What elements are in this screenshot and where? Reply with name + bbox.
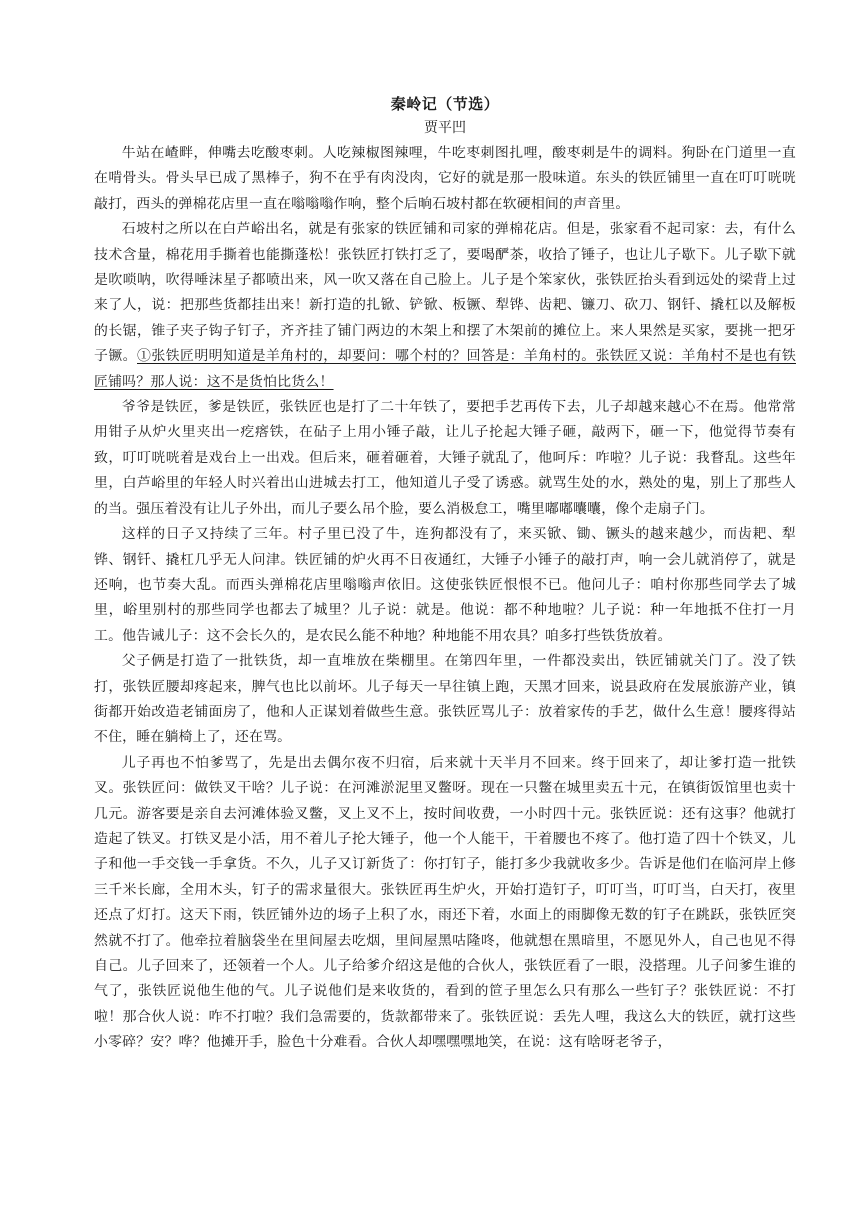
paragraph-1: 牛站在嵖畔，伸嘴去吃酸枣刺。人吃辣椒图辣哩，牛吃枣刺图扎哩，酸枣刺是牛的调料。狗卧在门道里一直在啃骨头。骨头早已成了黑棒子，狗不在乎有肉没肉，它好的就是那一股味道。东头的铁匠铺里一直在叮叮咣咣敲打，西头的弹棉花店里一直在嗡嗡嗡作响，整个后晌石坡村都在软硬相间的声音里。 — [94, 145, 796, 212]
underlined-passage-1: ①张铁匠明明知道是羊角村的，却要问：哪个村的？回答是：羊角村的。张铁匠又说：羊角村不是也有铁匠铺吗？那人说：这不是货怕比货么！ — [94, 348, 796, 390]
paragraph-4: 这样的日子又持续了三年。村子里已没了牛，连狗都没有了，来买锨、锄、镢头的越来越少，而齿耙、犁铧、钢钎、撬杠几乎无人问津。铁匠铺的炉火再不日夜通红，大锤子小锤子的敲打声，响一会儿就消停了，就是还响，也节奏大乱。而西头弹棉花店里嗡嗡声依旧。这使张铁匠恨恨不已。他问儿子：咱村你那些同学去了城里，峪里别村的那些同学也都去了城里？儿子说：就是。他说：都不种地啦？儿子说：种一年地抵不住打一月工。他告诫儿子：这不会长久的，是农民么能不种地？种地能不用农具？咱多打些铁货放着。 — [94, 526, 796, 644]
paragraph-6: 儿子再也不怕爹骂了，先是出去偶尔夜不归宿，后来就十天半月不回来。终于回来了，却让爹打造一批铁叉。张铁匠问：做铁叉干啥？儿子说：在河滩淤泥里叉鳖呀。现在一只鳖在城里卖五十元，在镇街饭馆里也卖十几元。游客要是亲自去河滩体验叉鳖，叉上叉不上，按时间收费，一小时四十元。张铁匠说：还有这事？他就打造起了铁叉。打铁叉是小活，用不着儿子抡大锤子，他一个人能干，干着腰也不疼了。他打造了四十个铁叉，儿子和他一手交钱一手拿货。不久，儿子又订新货了：你打钉子，能打多少我就收多少。告诉是他们在临河岸上修三千米长廊，全用木头，钉子的需求量很大。张铁匠再生炉火，开始打造钉子，叮叮当，叮叮当，白天打，夜里还点了灯打。这天下雨，铁匠铺外边的场子上积了水，雨还下着，水面上的雨脚像无数的钉子在跳跃，张铁匠突然就不打了。他牵拉着脑袋坐在里间屋去吃烟，里间屋黑咕隆咚，他就想在黑暗里，不愿见外人，自己也见不得自己。儿子回来了，还领着一个人。儿子给爹介绍这是他的合伙人，张铁匠看了一眼，没搭理。儿子问爹生谁的气了，张铁匠说他生他的气。儿子说他们是来收货的，看到的笸子里怎么只有那么一些钉子？张铁匠说：不打啦！那合伙人说：咋不打啦？我们急需要的，货款都带来了。张铁匠说：丢先人哩，我这么大的铁匠，就打这些小零碎？安？哗？他摊开手，脸色十分难看。合伙人却嘿嘿嘿地笑，在说：这有啥呀老爷子， — [94, 754, 796, 1051]
paragraph-3: 爷爷是铁匠，爹是铁匠，张铁匠也是打了二十年铁了，要把手艺再传下去，儿子却越来越心不在焉。他常常用钳子从炉火里夹出一疙瘩铁，在砧子上用小锤子敲，让儿子抡起大锤子砸，敲两下，砸一下，他觉得节奏有致，叮叮咣咣着是戏台上一出戏。但后来，砸着砸着，大锤子就乱了，他呵斥：咋啦？儿子说：我瞀乱。这些年里，白芦峪里的年轻人时兴着出山进城去打工，他知道儿子受了诱惑。就骂生处的水，熟处的鬼，别上了那些人的当。强压着没有让儿子外出，而儿子要么吊个脸，要么消极怠工，嘴里嘟嘟囔囔，像个走扇子门。 — [94, 399, 796, 517]
paragraph-2-text: 石坡村之所以在白芦峪出名，就是有张家的铁匠铺和司家的弹棉花店。但是，张家看不起司家：去，有什么技术含量，棉花用手撕着也能撕蓬松！张铁匠打铁打乏了，要喝酽茶，收拾了锤子，也让儿子歇下。儿子歇下就是吹唢呐，吹得唾沫星子都喷出来，风一吹又落在自己脸上。儿子是个笨家伙，张铁匠抬头看到远处的梁背上过来了人，说：把那些货都挂出来！新打造的扎锨、铲锨、板镢、犁铧、齿耙、镰刀、砍刀、钢钎、撬杠以及解板的长锯，锥子夹子钩子钉子，齐齐挂了铺门两边的木架上和摆了木架前的摊位上。来人果然是买家，要挑一把牙子镢。 — [94, 221, 796, 365]
article-author: 贾平凹 — [424, 120, 466, 136]
paragraph-5: 父子俩是打造了一批铁货，却一直堆放在柴棚里。在第四年里，一件都没卖出，铁匠铺就关门了。没了铁打，张铁匠腰却疼起来，脾气也比以前坏。儿子每天一早往镇上跑，天黑才回来，说县政府在发展旅游产业，镇街都开始改造老铺面房了，他和人正谋划着做些生意。张铁匠骂儿子：放着家传的手艺，做什么生意！腰疼得站不住，睡在躺椅上了，还在骂。 — [94, 653, 796, 746]
document-page — [94, 92, 796, 1056]
paragraph-2 — [94, 217, 796, 395]
article-title: 秦岭记（节选） — [390, 95, 500, 113]
